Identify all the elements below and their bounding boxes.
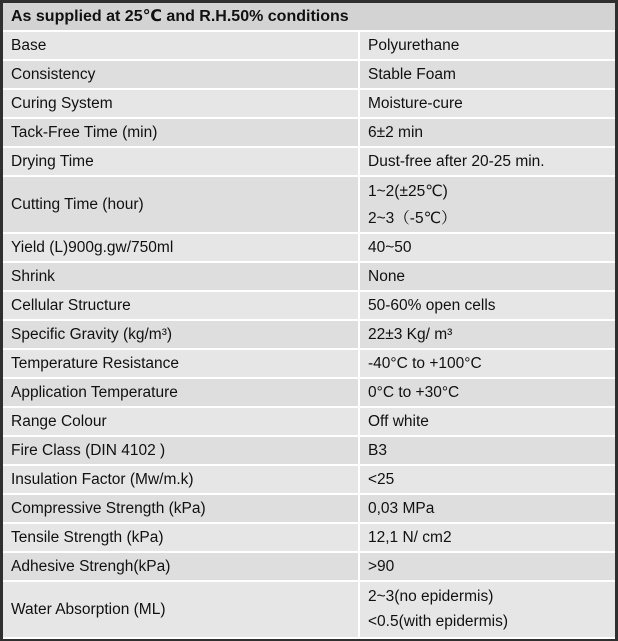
table-row: [3, 379, 615, 408]
property-value: [358, 321, 615, 348]
property-value-line: 50-60% open cells: [368, 296, 496, 314]
table-row: [3, 408, 615, 437]
property-name: Shrink: [11, 267, 55, 285]
property-value-line: 0°C to +30°C: [368, 383, 460, 401]
property-value: [358, 263, 615, 290]
property-value-line: Moisture-cure: [368, 94, 463, 112]
property-value: [358, 90, 615, 117]
property-value: [358, 553, 615, 580]
property-name: Curing System: [11, 94, 113, 112]
property-value: [358, 408, 615, 435]
table-title: As supplied at 25℃ and R.H.50% conditions: [3, 3, 615, 32]
property-name: Tack-Free Time (min): [11, 123, 158, 141]
table-row: [3, 321, 615, 350]
property-value: [358, 119, 615, 146]
property-value: [358, 379, 615, 406]
property-value-line: Stable Foam: [368, 65, 456, 83]
table-row: [3, 292, 615, 321]
table-row: [3, 495, 615, 524]
property-value: [358, 32, 615, 59]
table-row: [3, 466, 615, 495]
table-row: [3, 350, 615, 379]
table-row: [3, 148, 615, 177]
specification-table: [3, 3, 615, 638]
property-value: [358, 61, 615, 88]
table-row: [3, 90, 615, 119]
table-row: [3, 553, 615, 582]
property-value: [358, 292, 615, 319]
property-value: [358, 234, 615, 261]
property-value: [358, 524, 615, 551]
property-value-line: 6±2 min: [368, 123, 424, 141]
table-body: [3, 32, 615, 639]
table-row: [3, 263, 615, 292]
property-name: Consistency: [11, 65, 96, 83]
property-value-line: Dust-free after 20-25 min.: [368, 152, 545, 170]
property-value-line: >90: [368, 557, 395, 575]
property-name: Adhesive Strengh(kPa): [11, 557, 171, 575]
property-value-line: None: [368, 267, 406, 285]
table-row: [3, 32, 615, 61]
property-value-line: <25: [368, 470, 395, 488]
property-value: [358, 495, 615, 522]
property-value: [358, 177, 615, 232]
property-value-line: 22±3 Kg/ m³: [368, 325, 453, 343]
property-name: Drying Time: [11, 152, 94, 170]
property-name: Base: [11, 36, 47, 54]
property-name: Compressive Strength (kPa): [11, 499, 206, 517]
table-row: [3, 524, 615, 553]
property-value-line: 2~3(no epidermis): [368, 587, 494, 605]
property-value-line: 12,1 N/ cm2: [368, 528, 452, 546]
table-row: [3, 582, 615, 639]
property-value-line: <0.5(with epidermis): [368, 613, 508, 631]
property-name: Yield (L)900g.gw/750ml: [11, 238, 174, 256]
property-value-line: 2~3（-5℃）: [368, 209, 457, 227]
table-row: [3, 177, 615, 234]
property-name: Temperature Resistance: [11, 354, 179, 372]
property-name: Tensile Strength (kPa): [11, 528, 164, 546]
table-row: [3, 437, 615, 466]
property-value-line: 1~2(±25℃): [368, 182, 448, 200]
property-value-line: Polyurethane: [368, 36, 460, 54]
property-name: Range Colour: [11, 412, 107, 430]
property-value-line: -40°C to +100°C: [368, 354, 482, 372]
property-name: Application Temperature: [11, 383, 178, 401]
property-name: Water Absorption (ML): [11, 600, 166, 618]
property-value: [358, 350, 615, 377]
property-value-line: Off white: [368, 412, 429, 430]
table-row: [3, 234, 615, 263]
property-name: Fire Class (DIN 4102 ): [11, 441, 166, 459]
property-value: [358, 582, 615, 637]
property-value-line: B3: [368, 441, 387, 459]
table-row: [3, 119, 615, 148]
property-value-line: 40~50: [368, 238, 412, 256]
property-value: [358, 437, 615, 464]
property-name: Specific Gravity (kg/m³): [11, 325, 173, 343]
property-value: [358, 466, 615, 493]
property-name: Cellular Structure: [11, 296, 131, 314]
property-value: [358, 148, 615, 175]
property-value-line: 0,03 MPa: [368, 499, 435, 517]
property-name: Insulation Factor (Mw/m.k): [11, 470, 194, 488]
property-name: Cutting Time (hour): [11, 195, 144, 213]
table-row: [3, 61, 615, 90]
